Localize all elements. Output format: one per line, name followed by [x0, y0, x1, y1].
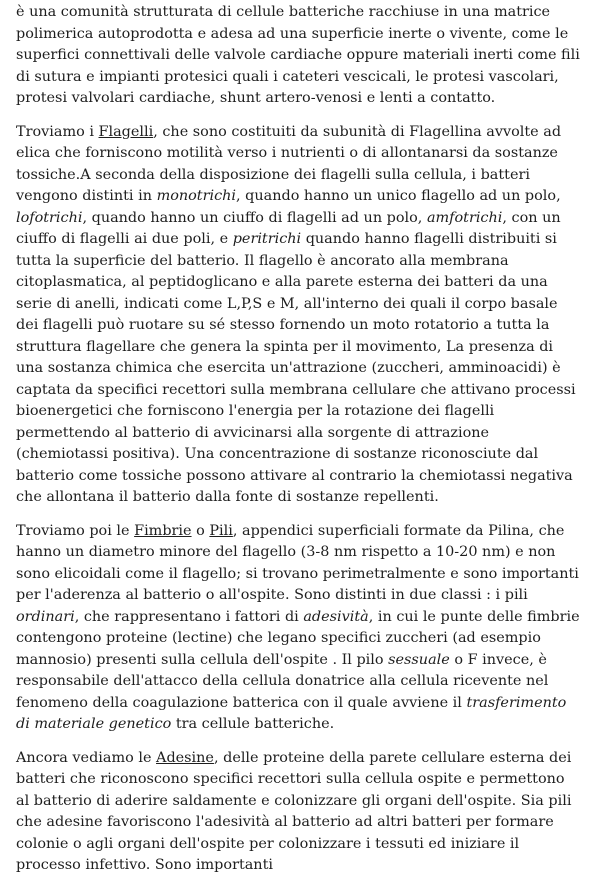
text-run: Troviamo poi le [16, 522, 135, 539]
paragraph-fimbrie [16, 521, 582, 736]
text-run: Ancora vediamo le [16, 749, 157, 766]
term-sessuale: sessuale [388, 651, 450, 668]
paragraph-adesine [16, 748, 582, 877]
text-run: , quando hanno un ciuffo di flagelli ad un polo, [82, 209, 427, 226]
term-amfotrichi: amfotrichi [426, 209, 503, 226]
text-run: , in cui le punte delle fimbrie contengono proteine (lectine) che legano specifici zuccheri (ad esempio mannosio) presenti sulla cellula dell'ospite . Il pilo [16, 608, 580, 668]
text-run: , appendici superficiali formate da Pilina, che hanno un diametro minore del flagello (3-8 nm rispetto a 10-20 nm) e non sono elicoidali come il flagello; si trovano perimetralmente e sono importanti per l'aderenza al batterio o all'ospite. Sono distinti in due classi : i pili [16, 522, 579, 603]
text-run: o [191, 522, 210, 539]
text-run: tra cellule batteriche. [171, 716, 335, 732]
term-lofotrichi: lofotrichi [16, 209, 83, 226]
biofilm-text: è una comunità strutturata di cellule batteriche racchiuse in una matrice polimerica autoprodotta e adesa ad una superficie inerte o vivente, come le superfici connettivali delle valvole cardiache oppure materiali inerti come fili di sutura e impianti protesici quali i cateteri vescicali, le protesi vascolari, protesi valvolari cardiache, shunt artero-venosi e lenti a contatto. [16, 4, 580, 106]
fimbrie-link[interactable]: Fimbrie [134, 522, 192, 539]
text-run: o F invece, è responsabile dell'attacco della cellula donatrice alla cellula ricevente nel fenomeno della coagulazione batterica con il quale avviene il [16, 651, 549, 711]
paragraph-biofilm [16, 2, 582, 110]
text-run: , che sono costituiti da subunità di Flagellina avvolte ad elica che forniscono motilità verso i nutrienti o di allontanarsi da sostanze tossiche.A seconda della disposizione dei flagelli sulla cellula, i batteri vengono distinti in [16, 123, 562, 204]
flagelli-link[interactable]: Flagelli [98, 123, 154, 140]
adesine-link[interactable]: Adesine [156, 749, 214, 766]
text-run: , che rappresentano i fattori di [74, 608, 304, 625]
text-run: quando hanno flagelli distribuiti si tutta la superficie del batterio. Il flagello è ancorato alla membrana citoplasmatica, al peptidoglicano e alla parete esterna dei batteri da una serie di anelli, indicati come L,P,S e M, all'interno dei quali il corpo basale dei flagelli può ruotare su sé stesso fornendo un moto rotatorio a tutta la struttura flagellare che genera la spinta per il movimento, La presenza di una sostanza chimica che esercita un'attrazione (zuccheri, amminoacidi) è captata da specifici recettori sulla membrana cellulare che attivano processi bioenergetici che forniscono l'energia per la rotazione dei flagelli permettendo al batterio di avvicinarsi alla sorgente di attrazione (chemiotassi positiva). Una concentrazione di sostanze riconosciute dal batterio come tossiche possono attivare al contrario la chemiotassi negativa che allontana il batterio dalla fonte di sostanze repellenti. [16, 231, 576, 505]
pili-link[interactable]: Pili [209, 522, 233, 539]
term-ordinari: ordinari [16, 608, 75, 625]
term-peritrichi: peritrichi [232, 231, 302, 247]
text-run: , con un ciuffo di flagelli ai due poli, e [16, 209, 561, 247]
paragraph-flagelli [16, 122, 582, 509]
text-run: Troviamo i [16, 123, 99, 140]
term-adesivita: adesività [303, 608, 369, 625]
text-run: , quando hanno un unico flagello ad un polo, [236, 188, 561, 204]
text-run: , delle proteine della parete cellulare esterna dei batteri che riconoscono specifici recettori sulla cellula ospite e permettono al batterio di aderire saldamente e colonizzare gli organi dell'ospite. Sia pili che adesine favoriscono l'adesività al batterio ad altri batteri per formare colonie o agli organi dell'ospite per colonizzare i tessuti ed iniziare il processo infettivo. Sono importanti [16, 749, 572, 873]
term-monotrichi: monotrichi [156, 188, 236, 204]
term-trasferimento: trasferimento di materiale genetico [16, 694, 567, 732]
